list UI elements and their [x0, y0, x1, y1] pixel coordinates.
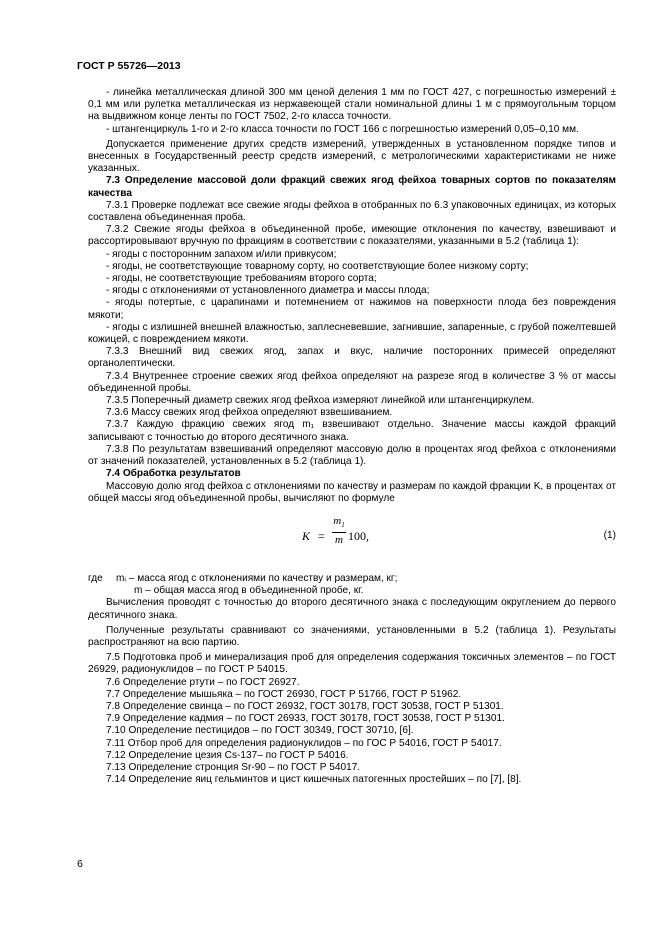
formula-numerator	[332, 515, 346, 531]
paragraph: 7.3.7 Каждую фракцию свежих ягод m₁ взвешивают отдельно. Значение массы каждой фракций записывают с точностью до второго десятичного знака.	[88, 419, 616, 443]
formula-equals: =	[318, 528, 325, 543]
paragraph: - линейка металлическая длиной 300 мм ценой деления 1 мм по ГОСТ 427, с погрешностью измерений ± 0,1 мм или рулетка металлическая из нержавеющей стали номинальной длины 1 м с прямоугольным торцом на выдвижном конце ленты по ГОСТ 7502, 2-го класса точности.	[88, 87, 616, 123]
list-item: - ягоды потертые, с царапинами и потемнением от нажимов на поверхности плода без повреждения мякоти;	[88, 297, 616, 321]
paragraph: 7.12 Определение цезия Cs-137– по ГОСТ Р 54016.	[106, 749, 349, 761]
formula-lhs: K	[302, 528, 311, 543]
paragraph: 7.3.3 Внешний вид свежих ягод, запах и вкус, наличие посторонних примесей определяют органолептически.	[88, 346, 616, 370]
numerator-subscript: 1	[341, 521, 345, 530]
formula-1	[88, 507, 616, 565]
page-number: 6	[77, 858, 83, 870]
paragraph: 7.13 Определение стронция Sr-90 – по ГОСТ Р 54017.	[106, 761, 361, 773]
list-item: - ягоды, не соответствующие требованиям второго сорта;	[106, 273, 377, 285]
paragraph: 7.10 Определение пестицидов – по ГОСТ 30349, ГОСТ 30710, [6].	[106, 725, 414, 737]
formula-legend-line-1	[88, 573, 616, 585]
formula-multiplier: 100,	[348, 528, 369, 543]
paragraph: 7.9 Определение кадмия – по ГОСТ 26933, ГОСТ 30178, ГОСТ 30538, ГОСТ Р 51301.	[106, 713, 505, 725]
paragraph: 7.3.1 Проверке подлежат все свежие ягоды фейхоа в отобранных по 6.3 упаковочных единицах, из которых составлена объединенная проба.	[88, 199, 616, 224]
paragraph: 7.5 Подготовка проб и минерализация проб для определения содержания токсичных элементов – по ГОСТ 26929, радионуклидов – по ГОСТ Р 54015.	[88, 652, 616, 676]
section-heading-7-4: 7.4 Обработка результатов	[106, 468, 241, 480]
paragraph: Допускается применение других средств измерений, утвержденных в установленном порядке типов и внесенных в Государственный реестр средств измерений, с метрологическими характеристиками не ниже указанных.	[88, 138, 616, 175]
paragraph: 7.8 Определение свинца – по ГОСТ 26932, ГОСТ 30178, ГОСТ 30538, ГОСТ Р 51301.	[106, 700, 504, 712]
formula-number: (1)	[603, 529, 616, 541]
paragraph: Вычисления проводят с точностью до второго десятичного знака с последующим округлением до первого десятичного знака.	[88, 597, 616, 621]
paragraph: 7.14 Определение яиц гельминтов и цист кишечных патогенных простейших – по [7], [8].	[106, 774, 522, 786]
section-heading-7-3: 7.3 Определение массовой доли фракций свежих ягод фейхоа товарных сортов по показателям качества	[88, 175, 616, 199]
numerator-symbol: m	[333, 514, 342, 527]
paragraph: 7.7 Определение мышьяка – по ГОСТ 26930, ГОСТ Р 51766, ГОСТ Р 51962.	[106, 688, 462, 700]
formula-legend-line-2: m – общая масса ягод в объединенной пробе, кг.	[134, 585, 364, 597]
paragraph: 7.11 Отбор проб для определения радионуклидов – по ГОС Р 54016, ГОСТ Р 54017.	[106, 737, 502, 749]
list-item: - ягоды, не соответствующие товарному сорту, но соответствующие более низкому сорту;	[106, 260, 529, 272]
paragraph: - штангенциркуль 1-го и 2-го класса точности по ГОСТ 166 с погрешностью измерений 0,05–0,10 мм.	[106, 123, 579, 135]
paragraph: 7.3.5 Поперечный диаметр свежих ягод фейхоа измеряют линейкой или штангенциркулем.	[106, 395, 535, 407]
list-item: - ягоды с отклонениями от установленного диаметра и массы плода;	[106, 285, 430, 297]
formula-denominator: m	[335, 534, 343, 547]
formula-intro: Массовую долю ягод фейхоа с отклонениями по качеству и размерам по каждой фракции K, в процентах от общей массы ягод объединенной пробы, вычисляют по формуле	[88, 480, 616, 504]
fraction-bar	[332, 532, 346, 533]
formula-fraction	[332, 515, 346, 547]
formula-legend-label: где	[88, 572, 103, 584]
paragraph: 7.3.6 Массу свежих ягод фейхоа определяют взвешиванием.	[106, 407, 393, 419]
paragraph: 7.6 Определение ртути – по ГОСТ 26927.	[106, 676, 300, 688]
formula-legend-text: mᵢ – масса ягод с отклонениями по качеству и размерам, кг;	[116, 572, 398, 584]
document-body	[88, 87, 616, 786]
document-header: ГОСТ Р 55726—2013	[77, 60, 181, 72]
list-item: - ягоды с посторонним запахом и/или привкусом;	[106, 248, 337, 260]
list-item: - ягоды с излишней внешней влажностью, заплесневевшие, загнившие, запаренные, с грубой пожелтевшей кожицей, с повреждением мякоти.	[88, 321, 616, 346]
paragraph: 7.3.2 Свежие ягоды фейхоа в объединенной пробе, имеющие отклонения по качеству, взвешивают и рассортировывают вручную по фракциям в соответствии с показателями, указанными в 5.2 (таблица 1):	[88, 224, 616, 248]
paragraph: 7.3.4 Внутреннее строение свежих ягод фейхоа определяют на разрезе ягод в количестве 3 % от массы объединенной пробы.	[88, 370, 616, 394]
paragraph: Полученные результаты сравнивают со значениями, установленными в 5.2 (таблица 1). Результаты распространяют на всю партию.	[88, 624, 616, 648]
paragraph: 7.3.8 По результатам взвешиваний определяют массовую долю в процентах ягод фейхоа с отклонениями от значений показателей, установленных в 5.2 (таблица 1).	[88, 443, 616, 468]
